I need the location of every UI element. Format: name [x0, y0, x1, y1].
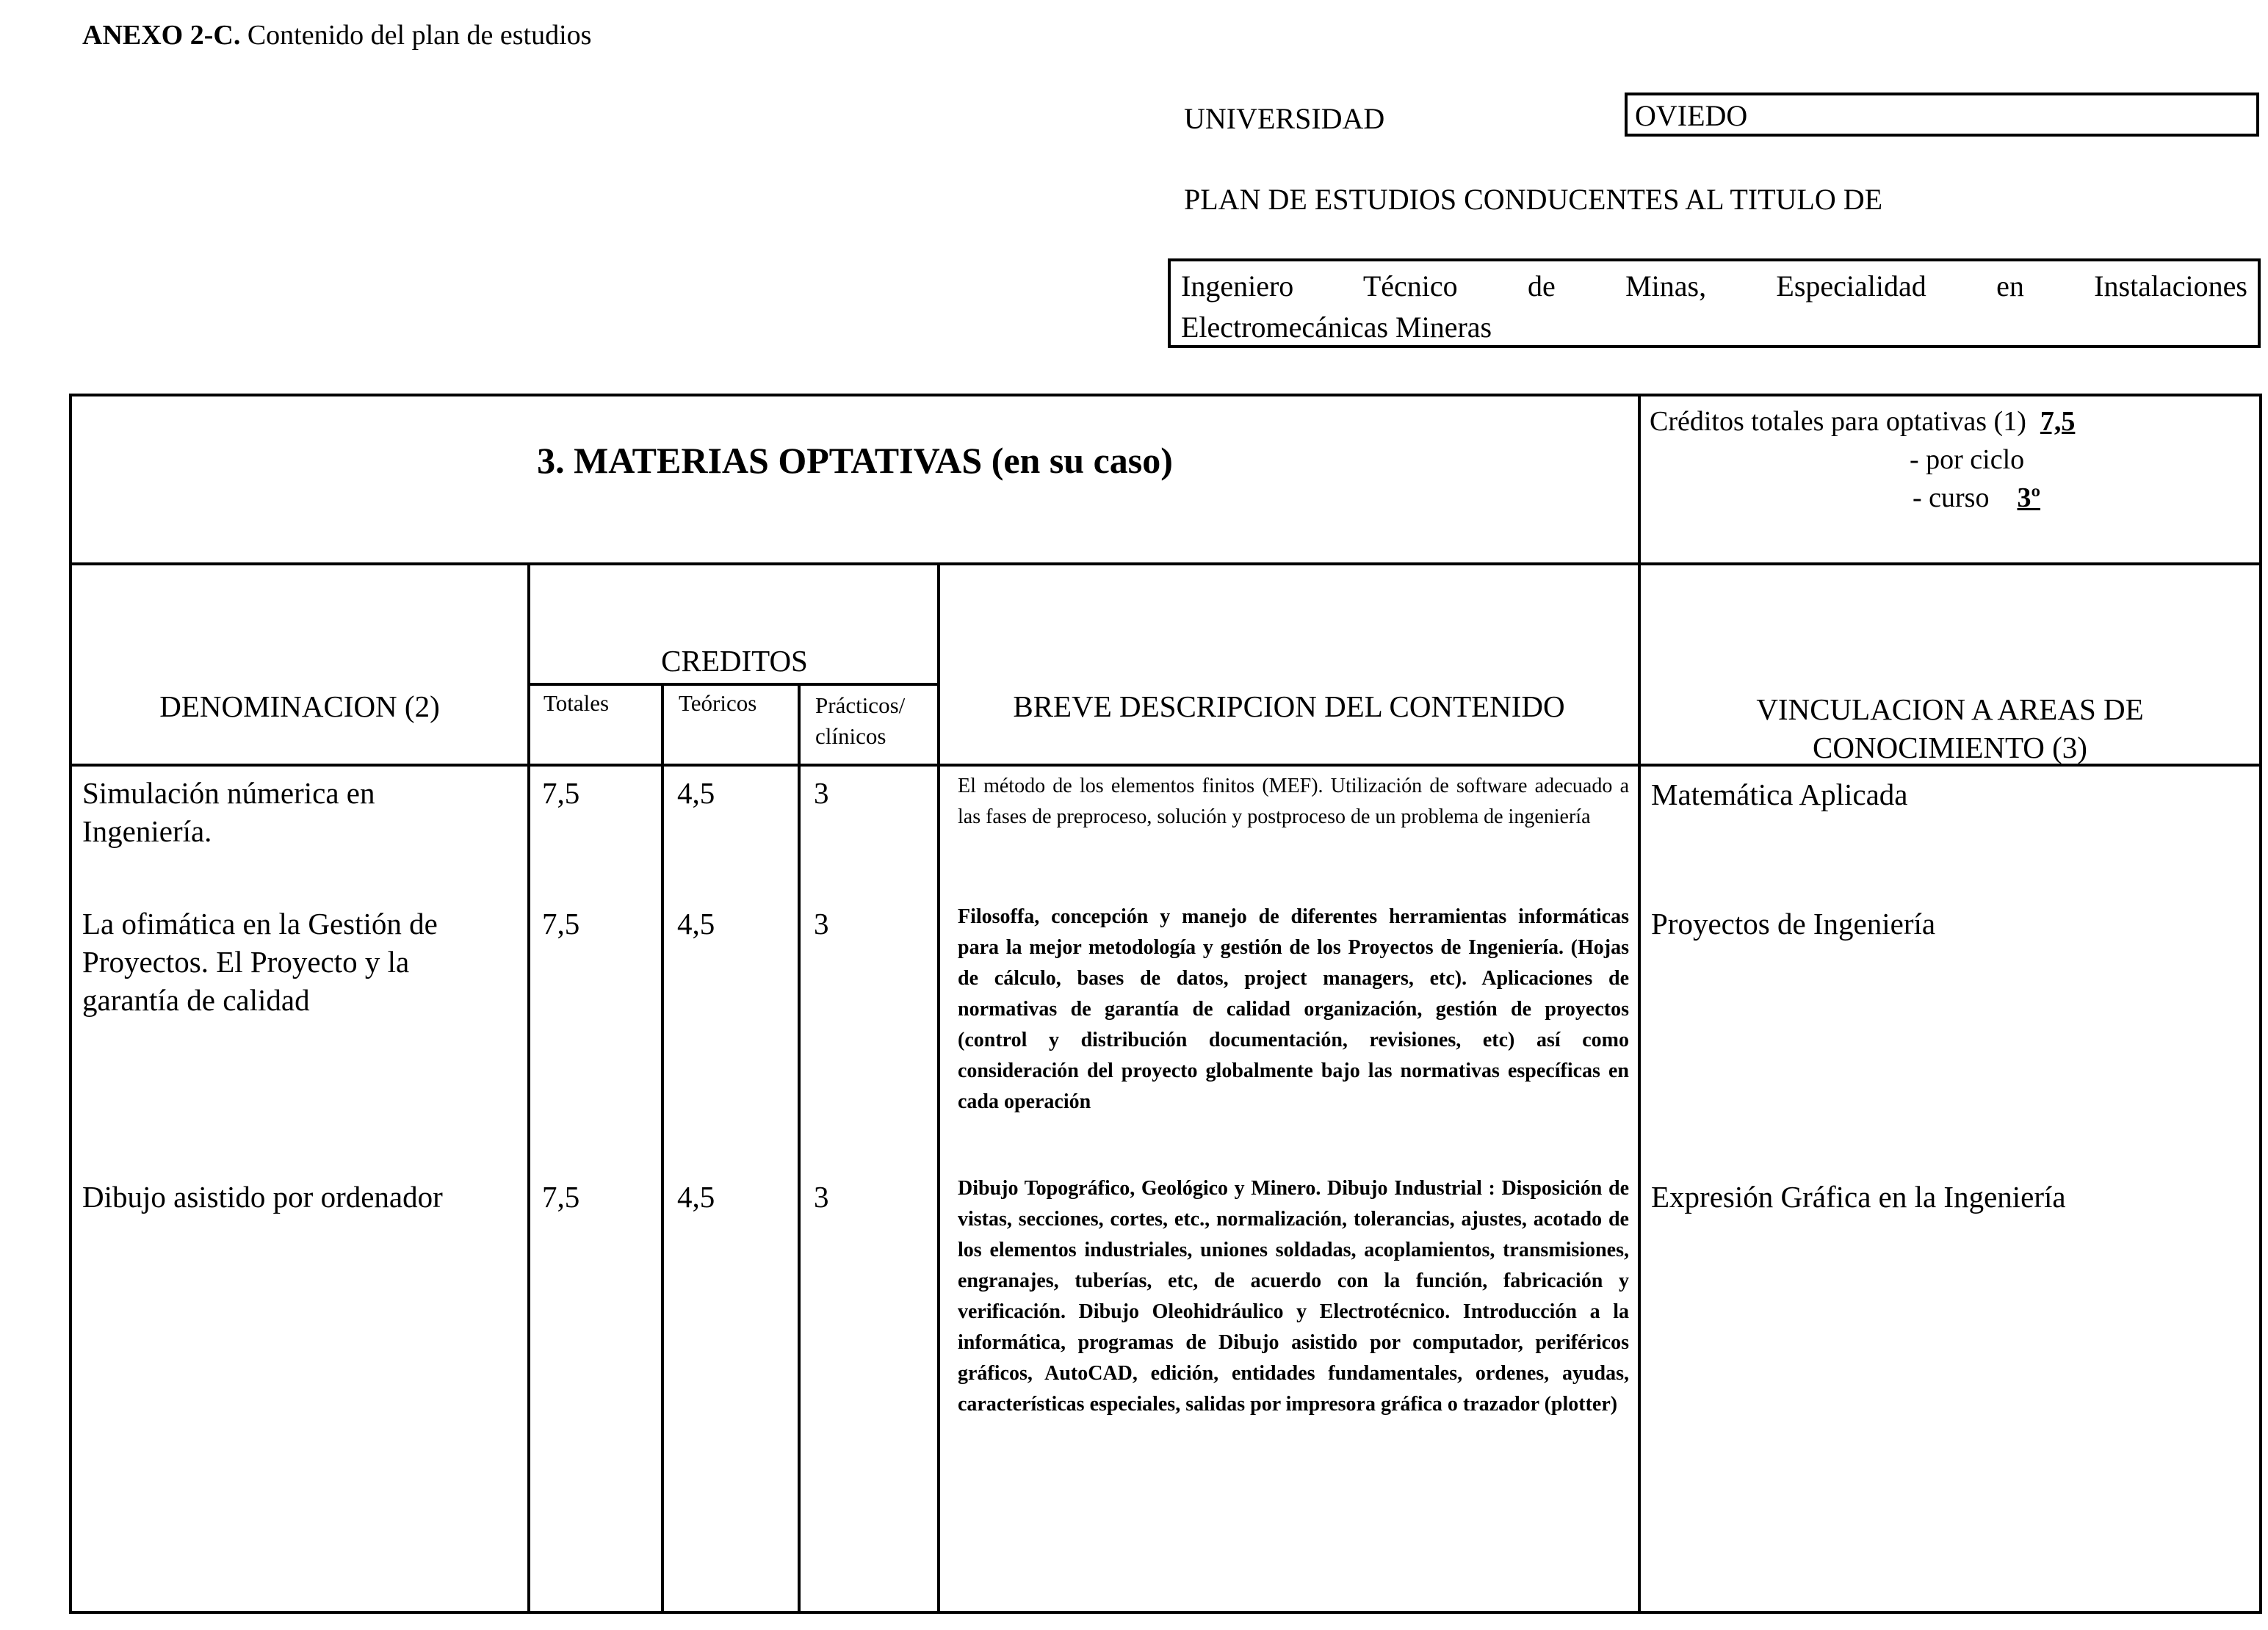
row-teoricos: 4,5 — [677, 907, 715, 941]
plan-label: PLAN DE ESTUDIOS CONDUCENTES AL TITULO DE — [1184, 183, 1883, 216]
optional-credits-block — [1650, 402, 2075, 517]
degree-field — [1168, 258, 2261, 348]
row-description: El método de los elementos finitos (MEF). Utilización de software adecuado a las fases de preproceso, solución y postproceso de un problema de ingeniería — [958, 775, 1629, 828]
row-area: Expresión Gráfica en la Ingeniería — [1651, 1180, 2066, 1214]
university-field: OVIEDO — [1625, 93, 2259, 137]
row-totales: 7,5 — [542, 907, 580, 941]
header-vinculacion-line1: VINCULACION A AREAS DE — [1756, 692, 2144, 726]
row-teoricos: 4,5 — [677, 1180, 715, 1214]
row-practicos: 3 — [814, 907, 829, 941]
row-description: Filosoffa, concepción y manejo de diferentes herramientas informáticas para la mejor metodología y gestión de los Proyectos de Ingeniería. (Hojas de cálculo, bases de datos, project managers, etc). Aplicaciones de normativas de garantía de calidad organización, gestión de proyectos (control y distribución documentación, revisiones, etc) así como consideración del proyecto globalmente bajo las normativas específicas en cada operación — [958, 905, 1629, 1113]
row-practicos: 3 — [814, 776, 829, 810]
row-totales: 7,5 — [542, 776, 580, 810]
header-practicos — [815, 690, 905, 752]
course-label: - curso — [1913, 482, 1990, 513]
degree-line-1: Ingeniero Técnico de Minas, Especialidad en Instalaciones — [1181, 269, 2247, 303]
header-vinculacion — [1641, 690, 2259, 767]
header-totales: Totales — [543, 690, 610, 716]
annex-title: Contenido del plan de estudios — [240, 20, 592, 51]
section-title: 3. MATERIAS OPTATIVAS (en su caso) — [537, 440, 1173, 481]
row-teoricos: 4,5 — [677, 776, 715, 810]
row-name: Dibujo asistido por ordenador — [82, 1180, 443, 1214]
header-practicos-line1: Prácticos/ — [815, 692, 906, 718]
optional-credits-value: 7,5 — [2040, 406, 2076, 437]
degree-line-2: Electromecánicas Mineras — [1181, 311, 1492, 344]
header-practicos-line2: clínicos — [815, 723, 886, 749]
row-practicos: 3 — [814, 1180, 829, 1214]
row-area: Proyectos de Ingeniería — [1651, 907, 1936, 941]
optional-credits-label: Créditos totales para optativas (1) — [1650, 406, 2026, 437]
row-name: La ofimática en la Gestión de Proyectos. El Proyecto y la garantía de calidad — [82, 907, 438, 1017]
header-teoricos: Teóricos — [679, 690, 757, 716]
header-creditos: CREDITOS — [661, 644, 808, 678]
row-area: Matemática Aplicada — [1651, 778, 1908, 811]
university-label: UNIVERSIDAD — [1184, 102, 1385, 135]
course-value: 3º — [2017, 482, 2041, 513]
annex-heading — [82, 19, 591, 51]
row-totales: 7,5 — [542, 1180, 580, 1214]
per-cycle-label: - por ciclo — [1910, 444, 2025, 475]
header-descripcion: BREVE DESCRIPCION DEL CONTENIDO — [1013, 689, 1565, 723]
header-denominacion: DENOMINACION (2) — [159, 689, 440, 723]
header-vinculacion-line2: CONOCIMIENTO (3) — [1813, 731, 2087, 764]
row-name: Simulación númerica en Ingeniería. — [82, 776, 375, 848]
annex-number: ANEXO 2-C. — [82, 20, 241, 51]
row-description: Dibujo Topográfico, Geológico y Minero. Dibujo Industrial : Disposición de vistas, secciones, cortes, etc., normalización, tolerancias, ajustes, acotado de los elementos industriales, uniones soldadas, acoplamientos, transmisiones, engranajes, tuberías, etc, de acuerdo con la función, fabricación y verificación. Dibujo Oleohidráulico y Electrotécnico. Introducción a la informática, programas de Dibujo asistido por computador, periféricos gráficos, AutoCAD, edición, entidades fundamentales, ordenes, ayudas, características especiales, salidas por impresora gráfica o trazador (plotter) — [958, 1177, 1629, 1416]
